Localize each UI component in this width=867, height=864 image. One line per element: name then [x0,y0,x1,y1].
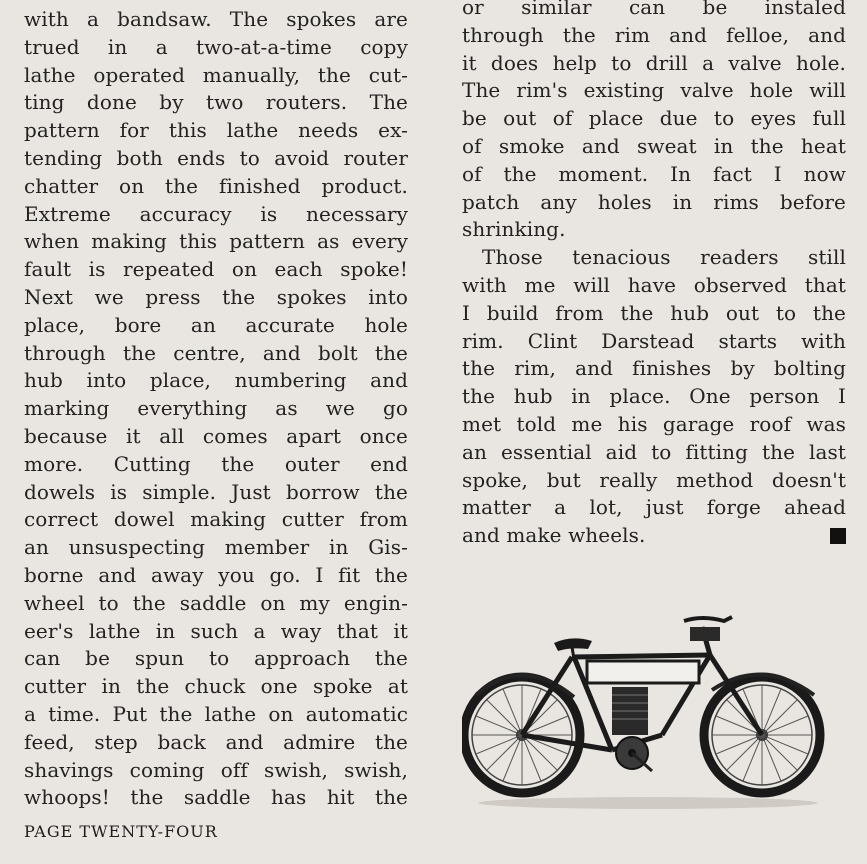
handlebars [684,617,732,621]
text-line: of the moment. In fact I now [462,161,846,186]
text-line: whoops! the saddle has hit the [24,785,408,810]
fuel-tank [587,661,699,683]
text-line: and make wheels. [462,522,846,550]
text-line: dowels is simple. Just borrow the [24,479,408,504]
text-line: Those tenacious readers still [482,245,846,270]
text-line: borne and away you go. I fit the [24,562,408,587]
text-line: shavings coming off swish, swish, [24,757,408,782]
text-line: more. Cutting the outer end [24,451,408,476]
text-line: I build from the hub out to the [462,300,846,325]
end-of-article-mark [830,528,846,544]
page-number-footer: PAGE TWENTY-FOUR [24,822,218,841]
text-line: Next we press the spokes into [24,284,408,309]
text-line: chatter on the finished product. [24,173,408,198]
text-line: trued in a two-at-a-time copy [24,34,408,59]
right-text-column [462,0,846,550]
text-line: patch any holes in rims before [462,189,846,214]
text-line: marking everything as we go [24,396,408,421]
text-line: be out of place due to eyes full [462,106,846,131]
text-line: tending both ends to avoid router [24,145,408,170]
text-line: met told me his garage roof was [462,411,846,436]
text-line: through the rim and felloe, and [462,22,846,47]
text-line: ting done by two routers. The [24,90,408,115]
text-line: Extreme accuracy is necessary [24,201,408,226]
right-paragraph-1 [462,0,846,244]
text-line: matter a lot, just forge ahead [462,495,846,520]
text-line: lathe operated manually, the cut- [24,62,408,87]
text-line: through the centre, and bolt the [24,340,408,365]
text-line: when making this pattern as every [24,229,408,254]
text-line: place, bore an accurate hole [24,312,408,337]
text-line: the rim, and finishes by bolting [462,356,846,381]
text-line: fault is repeated on each spoke! [24,257,408,282]
left-text-column [24,6,408,812]
text-line: an essential aid to fitting the last [462,439,846,464]
text-line: an unsuspecting member in Gis- [24,535,408,560]
text-line: correct dowel making cutter from [24,507,408,532]
text-line: with a bandsaw. The spokes are [24,7,408,31]
right-paragraph-2 [462,244,846,550]
text-line: rim. Clint Darstead starts with [462,328,846,353]
text-line: the hub in place. One person I [462,384,846,409]
text-line: of smoke and sweat in the heat [462,133,846,158]
text-line: or similar can be instaled [462,0,846,19]
text-line: it does help to drill a valve hole. [462,50,846,75]
engine [612,687,648,769]
text-line: The rim's existing valve hole will [462,78,846,103]
text-line: cutter in the chuck one spoke at [24,674,408,699]
text-line: hub into place, numbering and [24,368,408,393]
text-line: because it all comes apart once [24,423,408,448]
text-line: pattern for this lathe needs ex- [24,118,408,143]
text-line: with me will have observed that [462,272,846,297]
text-line: a time. Put the lathe on automatic [24,701,408,726]
text-line: can be spun to approach the [24,646,408,671]
text-line: eer's lathe in such a way that it [24,618,408,643]
vintage-motorcycle-icon [462,585,834,815]
text-line: spoke, but really method doesn't [462,467,846,492]
text-line: feed, step back and admire the [24,729,408,754]
text-line: shrinking. [462,217,566,242]
text-line: wheel to the saddle on my engin- [24,590,408,615]
